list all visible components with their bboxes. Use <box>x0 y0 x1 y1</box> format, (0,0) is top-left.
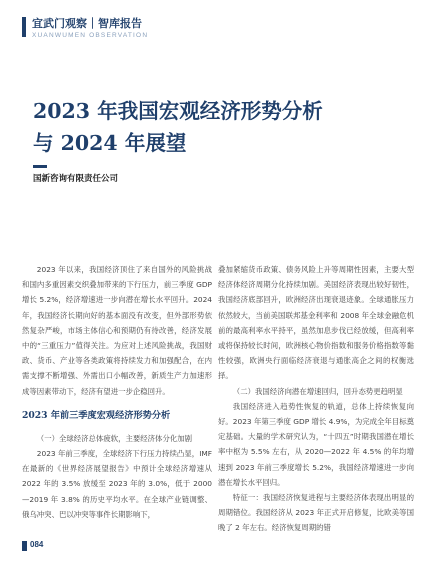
author-accent-bar <box>33 165 47 168</box>
right-column <box>218 262 414 536</box>
right-paragraph-4: 特征一：我国经济恢复进程与主要经济体表现出明显的周期错位。我国经济从 2023 年正式开启修复，比欧美等国晚了 2 年左右。经济恢复周期的错 <box>218 493 414 533</box>
footer-page-mark <box>22 541 27 551</box>
page-header <box>22 14 418 44</box>
left-paragraph-1: 2023 年以来，我国经济顶住了来自国外的风险挑战和国内多重因素交织叠加带来的下行压力，前三季度 GDP 增长 5.2%，经济增速进一步向潜在增长水平回升。2024 年，我国经济长期向好的基本面没有改变，但外部形势依然复杂严峻，市场主体信心和预期仍有待改善，经济发展中的“三重压力”值得关注。为应对上述风险挑战，我国财政、货币、产业等各类政策将持续发力和加强配合，在内需支撑不断增强、外需出口小幅改善，新质生产力加速形成等因素带动下，经济有望进一步企稳回升。 <box>22 265 212 396</box>
left-column <box>22 262 212 522</box>
right-paragraph-1: 叠加紧缩货币政策、债务风险上升等周期性因素，主要大型经济体经济周期分化持续加剧。美国经济表现出较好韧性，我国经济底部回升，欧洲经济出现衰退迹象。全球通胀压力依然较大，当前美国联邦基金利率和 2008 年全球金融危机前的最高利率水平持平，虽然加息步伐已经放缓，但高利率或将保持较长时间，欧洲核心物价指数和服务价格指数等黏性较强，欧洲央行面临经济衰退与通胀高企之间的权衡选择。 <box>218 265 414 381</box>
article-title-line-1: 2023 年我国宏观经济形势分析 <box>33 99 323 123</box>
page-number: 084 <box>30 540 44 549</box>
header-logo-mark <box>22 17 26 37</box>
header-title: 宜武门观察｜智库报告 <box>32 17 142 30</box>
left-paragraph-2: （一）全球经济总体疲软，主要经济体分化加剧 <box>36 433 193 443</box>
article-title <box>33 95 413 159</box>
article-author: 国新咨询有限责任公司 <box>33 173 119 183</box>
right-paragraph-2: （二）我国经济向潜在增速回归，回升态势更趋明显 <box>232 386 403 396</box>
header-subtitle: XUANWUMEN OBSERVATION <box>32 32 149 39</box>
right-paragraph-3: 我国经济进入趋势性恢复的轨道，总体上持续恢复向好。2023 年第三季度 GDP 增长 4.9%，为完成全年目标奠定基础。大量的学术研究认为，“十四五”时期我国潜在增长率中枢为 5.5% 左右，从 2020—2022 年 4.5% 的年均增速到 2023 年前三季度增长 5.2%，我国经济增速进一步向潜在增长水平回归。 <box>218 401 414 487</box>
left-paragraph-3: 2023 年前三季度，全球经济下行压力持续凸显，IMF 在最新的《世界经济展望报告》中预计全球经济增速从 2022 年的 3.5% 放缓至 2023 年的 3.0%，低于 2000—2019 年 3.8% 的历史平均水平。在全球产业链调整、俄乌冲突、巴以冲突等事件长期影响下， <box>22 449 212 519</box>
section-heading: 2023 年前三季度宏观经济形势分析 <box>22 409 171 421</box>
article-title-line-2: 与 2024 年展望 <box>33 131 187 155</box>
